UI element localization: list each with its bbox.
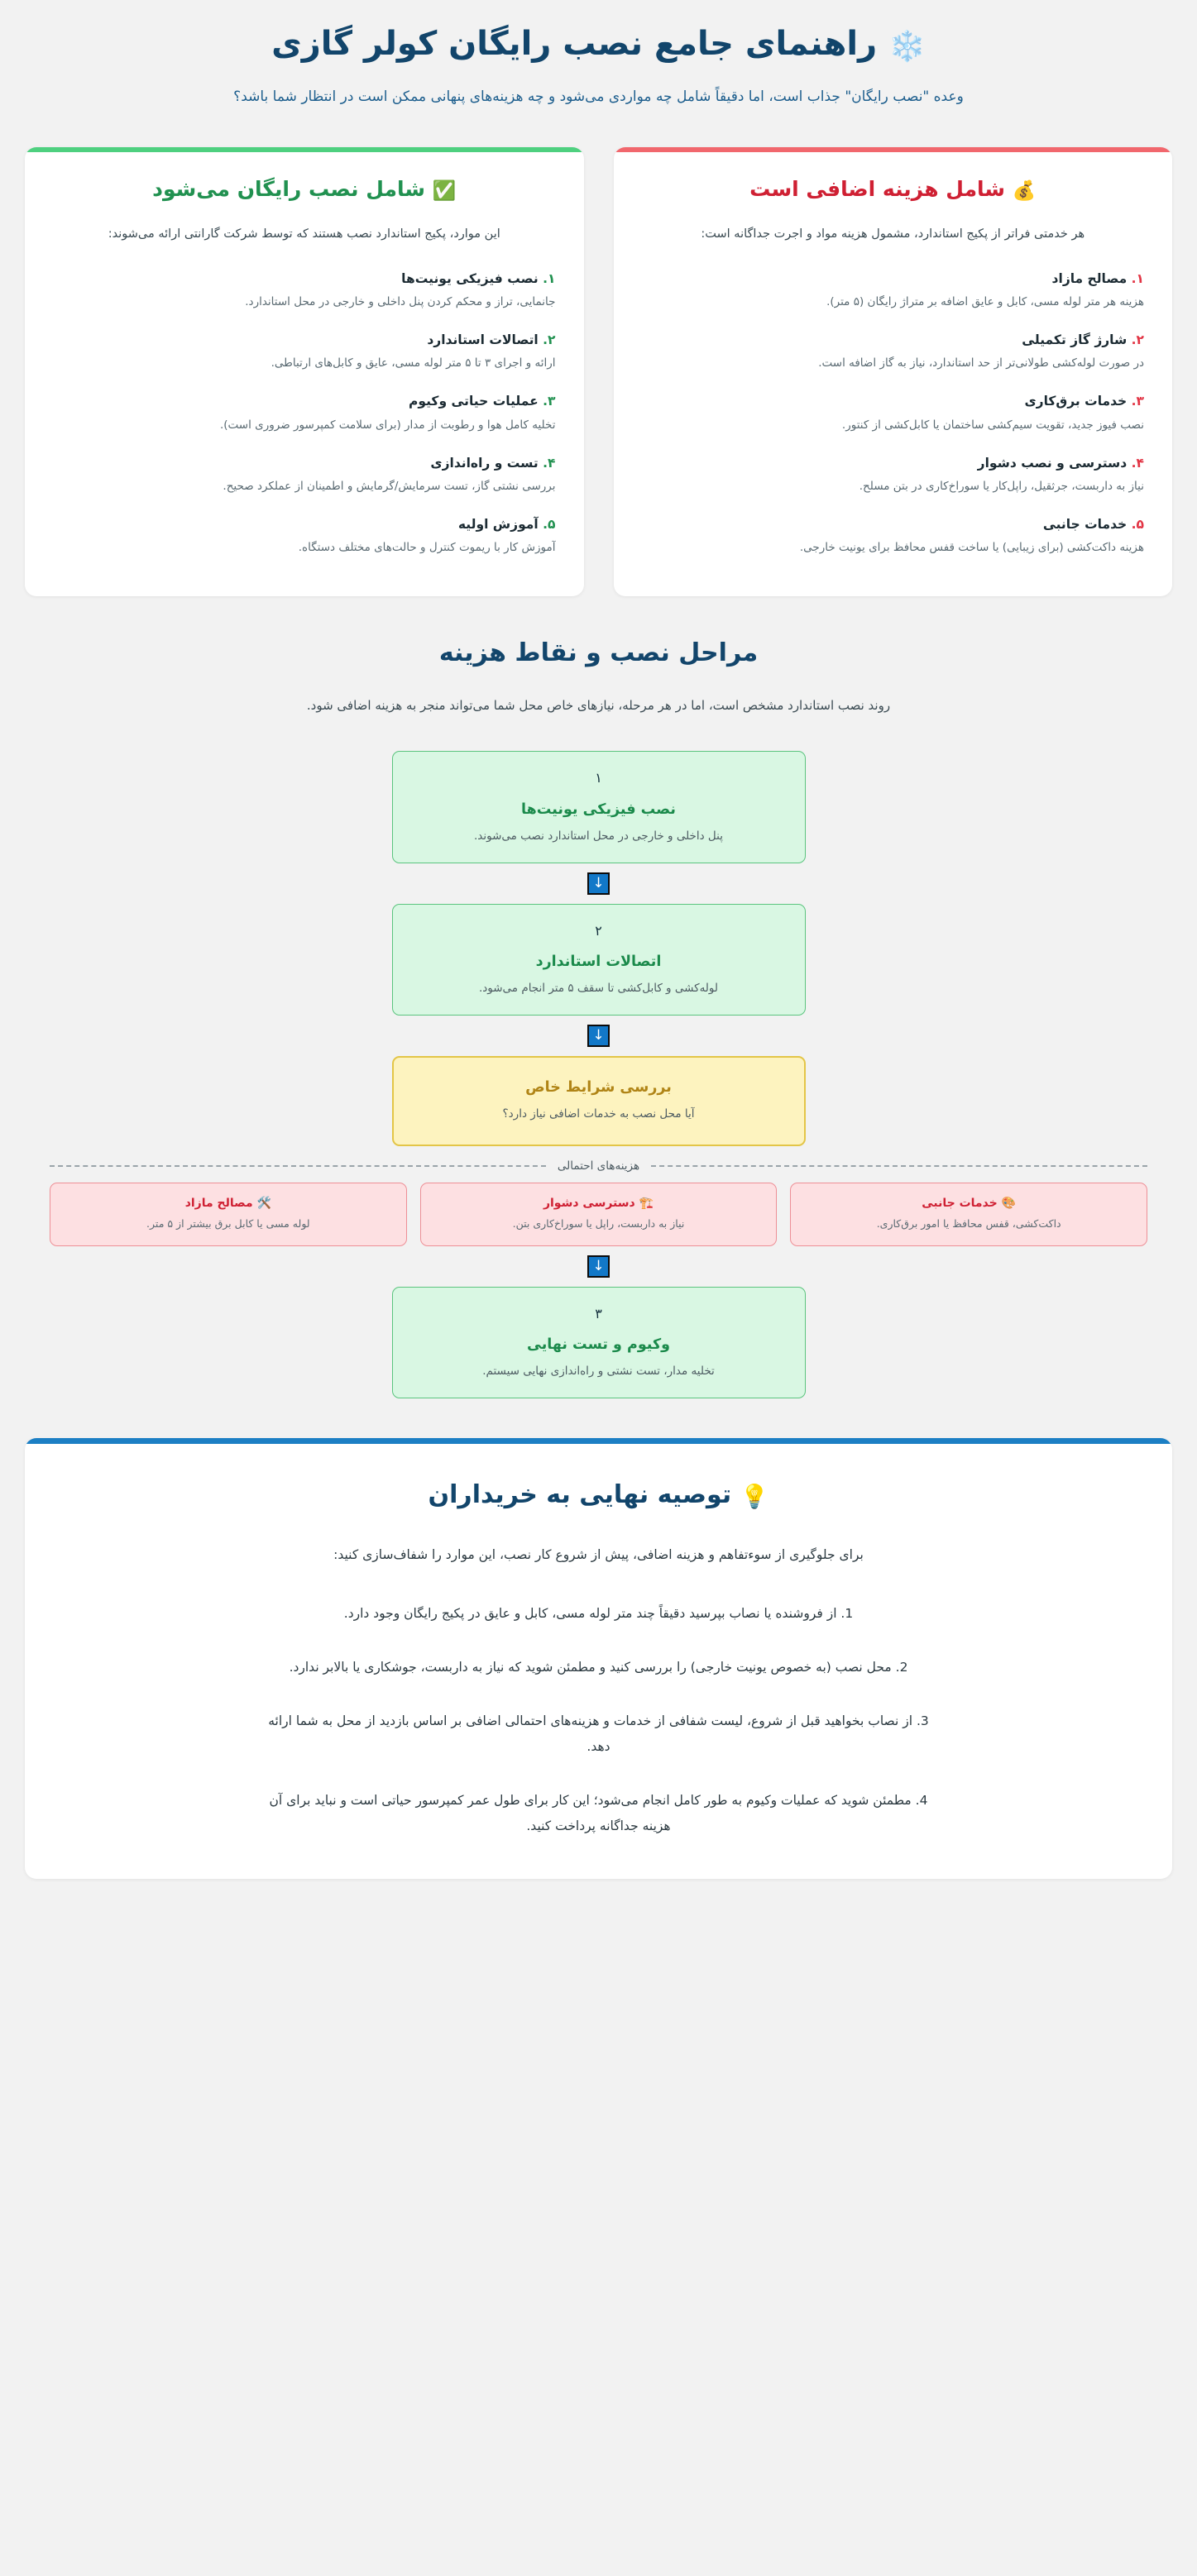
free-item-title — [53, 390, 556, 412]
paid-card-title — [635, 174, 1152, 206]
page-title-text: راهنمای جامع نصب رایگان کولر گازی — [271, 25, 878, 63]
free-item-desc: بررسی نشتی گاز، تست سرمایش/گرمایش و اطمینان از عملکرد صحیح. — [223, 480, 556, 494]
flow-decision-title: بررسی شرایط خاص — [525, 1079, 672, 1097]
branch-title-text: مصالح مازاد — [184, 1196, 253, 1210]
branch-desc: داکت‌کشی، قفس محافظ یا امور برق‌کاری. — [876, 1217, 1061, 1231]
check-mark-button-icon: ✅ — [432, 180, 457, 203]
paid-card-item-list — [614, 268, 1173, 559]
arrow-down-icon: ↓ — [587, 872, 610, 895]
branch-dash-right — [50, 1165, 546, 1167]
paid-item-label: دسترسی و نصب دشوار — [977, 455, 1128, 471]
list-item — [642, 329, 1145, 374]
page-header — [0, 0, 1197, 119]
free-card-intro: این موارد، پکیج استاندارد نصب هستند که توسط شرکت گارانتی ارائه می‌شوند: — [108, 227, 500, 241]
paid-item-desc: هزینه هر متر لوله مسی، کابل و عایق اضافه بر متراژ رایگان (۵ متر). — [826, 295, 1144, 309]
free-item-title — [53, 452, 556, 474]
list-item — [53, 268, 556, 313]
free-item-desc: جانمایی، تراز و محکم کردن پنل داخلی و خارجی در محل استاندارد. — [245, 295, 556, 309]
flow-section-lead: روند نصب استاندارد مشخص است، اما در هر مرحله، نیازهای خاص محل شما می‌تواند منجر به هزینه اضافی شود. — [306, 698, 891, 714]
free-item-desc: ارائه و اجرای ۳ تا ۵ متر لوله مسی، عایق و کابل‌های ارتباطی. — [271, 356, 556, 370]
final-advice-list — [235, 1601, 963, 1839]
list-item — [53, 329, 556, 374]
free-item-title — [53, 329, 556, 351]
branch-title — [434, 1194, 764, 1212]
branch-desc: لوله مسی یا کابل برق بیشتر از ۵ متر. — [146, 1217, 310, 1231]
flow-step-2 — [392, 904, 806, 1016]
paid-item-number: ۳. — [1131, 394, 1144, 409]
paid-item-title — [642, 390, 1145, 412]
paid-item-label: خدمات جانبی — [1042, 517, 1128, 533]
branch-box-difficult-access — [420, 1183, 778, 1246]
paid-card-title-text: شامل هزینه اضافی است — [749, 177, 1006, 202]
flow-step-1-desc: پنل داخلی و خارجی در محل استاندارد نصب می‌شوند. — [473, 829, 723, 843]
paid-item-title — [642, 452, 1145, 474]
list-item: 4. مطمئن شوید که عملیات وکیوم به طور کامل انجام می‌شود؛ این کار برای طول عمر کمپرسور حیاتی است و نباید برای آن هزینه جداگانه پرداخت کنید. — [269, 1793, 928, 1833]
free-item-number: ۴. — [543, 455, 556, 471]
flow-step-3-number: ۳ — [595, 1305, 602, 1321]
paid-item-title — [642, 514, 1145, 535]
list-item — [642, 514, 1145, 558]
paid-services-card — [614, 147, 1173, 596]
comparison-cards-row — [0, 119, 1197, 596]
crane-icon: 🏗️ — [639, 1196, 654, 1210]
final-card-accent-bar — [25, 1438, 1172, 1444]
flow-step-1-number: ۱ — [595, 770, 602, 786]
final-advice-card — [25, 1438, 1172, 1879]
paid-item-desc: نیاز به داربست، جرثقیل، راپل‌کار یا سوراخ‌کاری در بتن مسلح. — [859, 480, 1144, 494]
paid-item-number: ۴. — [1131, 455, 1144, 471]
paid-item-number: ۵. — [1131, 517, 1144, 533]
free-item-title — [53, 268, 556, 289]
flow-decision-desc: آیا محل نصب به خدمات اضافی نیاز دارد؟ — [502, 1107, 695, 1121]
free-item-label: اتصالات استاندارد — [427, 332, 539, 348]
branch-box-side-services — [790, 1183, 1147, 1246]
list-item: 1. از فروشنده یا نصاب بپرسید دقیقاً چند متر لوله مسی، کابل و عایق در پکیج رایگان وجود دارد. — [343, 1606, 854, 1621]
flow-step-1-title: نصب فیزیکی یونیت‌ها — [521, 801, 676, 818]
flow-step-1 — [392, 751, 806, 863]
flow-section — [0, 596, 1197, 1398]
free-item-title — [53, 514, 556, 535]
free-item-desc: آموزش کار با ریموت کنترل و حالت‌های مختلف دستگاه. — [298, 541, 556, 555]
list-item — [53, 514, 556, 558]
flow-step-2-desc: لوله‌کشی و کابل‌کشی تا سقف ۵ متر انجام می‌شود. — [478, 982, 719, 996]
flow-decision-node — [392, 1056, 806, 1145]
free-services-card — [25, 147, 584, 596]
arrow-down-icon: ↓ — [587, 1255, 610, 1278]
branch-title-text: خدمات جانبی — [922, 1196, 998, 1210]
list-item: 3. از نصاب بخواهید قبل از شروع، لیست شفافی از خدمات و هزینه‌های احتمالی اضافی بر اساس بازدید از محل به شما ارائه دهد. — [268, 1713, 929, 1754]
branch-title — [64, 1194, 393, 1212]
final-advice-wrap — [0, 1398, 1197, 1879]
free-card-header — [25, 152, 584, 206]
free-item-number: ۵. — [543, 517, 556, 533]
final-card-title — [25, 1477, 1172, 1514]
paid-item-title — [642, 329, 1145, 351]
branch-title-text: دسترسی دشوار — [543, 1196, 635, 1210]
free-item-label: عملیات حیاتی وکیوم — [409, 394, 539, 409]
branch-desc: نیاز به داربست، راپل یا سوراخ‌کاری بتن. — [512, 1217, 685, 1231]
free-item-label: نصب فیزیکی یونیت‌ها — [401, 270, 539, 286]
branch-divider — [25, 1159, 1172, 1173]
money-bag-icon: 💰 — [1012, 180, 1037, 203]
list-item — [53, 452, 556, 497]
paid-item-desc: در صورت لوله‌کشی طولانی‌تر از حد استاندارد، نیاز به گاز اضافه است. — [818, 356, 1144, 370]
page-title — [99, 20, 1098, 69]
paid-item-label: خدمات برق‌کاری — [1024, 394, 1128, 409]
final-card-lead: برای جلوگیری از سوءتفاهم و هزینه اضافی، پیش از شروع کار نصب، این موارد را شفاف‌سازی کنید: — [333, 1547, 864, 1562]
free-item-number: ۲. — [543, 332, 556, 348]
free-item-label: آموزش اولیه — [457, 517, 539, 533]
branch-title — [804, 1194, 1133, 1212]
paid-item-label: شارژ گاز تکمیلی — [1022, 332, 1128, 348]
list-item — [642, 452, 1145, 497]
arrow-down-icon: ↓ — [587, 1025, 610, 1047]
free-item-number: ۱. — [543, 270, 556, 286]
flow-step-3-desc: تخلیه مدار، تست نشتی و راه‌اندازی نهایی سیستم. — [482, 1364, 715, 1379]
installation-flowchart — [25, 751, 1172, 1398]
flow-step-2-title: اتصالات استاندارد — [535, 953, 662, 971]
paid-item-title — [642, 268, 1145, 289]
paid-item-number: ۲. — [1131, 332, 1144, 348]
paid-item-desc: نصب فیوز جدید، تقویت سیم‌کشی ساختمان یا کابل‌کشی از کنتور. — [841, 418, 1144, 432]
palette-icon: 🎨 — [1001, 1196, 1017, 1210]
list-item — [642, 390, 1145, 435]
free-item-label: تست و راه‌اندازی — [430, 455, 539, 471]
branch-divider-label: هزینه‌های احتمالی — [557, 1159, 640, 1173]
paid-item-desc: هزینه داکت‌کشی (برای زیبایی) یا ساخت قفس محافظ برای یونیت خارجی. — [799, 541, 1144, 555]
free-card-title — [46, 174, 563, 206]
paid-card-header — [614, 152, 1173, 206]
free-item-desc: تخلیه کامل هوا و رطوبت از مدار (برای سلامت کمپرسور ضروری است). — [219, 418, 556, 432]
flow-step-2-number: ۲ — [595, 922, 602, 939]
snowflake-icon: ❄️ — [888, 30, 926, 64]
page-subtitle: وعده "نصب رایگان" جذاب است، اما دقیقاً شامل چه مواردی می‌شود و چه هزینه‌های پنهانی ممکن است در انتظار شما باشد؟ — [233, 88, 964, 106]
list-item — [53, 390, 556, 435]
free-item-number: ۳. — [543, 394, 556, 409]
paid-item-label: مصالح مازاد — [1051, 270, 1128, 286]
optional-cost-branches — [25, 1183, 1172, 1246]
free-card-title-text: شامل نصب رایگان می‌شود — [152, 177, 425, 202]
paid-card-intro: هر خدمتی فراتر از پکیج استاندارد، مشمول هزینه مواد و اجرت جداگانه است: — [701, 227, 1085, 241]
flow-step-3 — [392, 1287, 806, 1398]
light-bulb-icon: 💡 — [740, 1483, 769, 1511]
branch-dash-left — [651, 1165, 1147, 1167]
flow-section-title: مراحل نصب و نقاط هزینه — [438, 638, 759, 668]
paid-item-number: ۱. — [1131, 270, 1144, 286]
final-card-title-text: توصیه نهایی به خریداران — [428, 1480, 732, 1510]
list-item: 2. محل نصب (به خصوص یونیت خارجی) را بررسی کنید و مطمئن شوید که نیاز به داربست، جوشکاری یا بالابر ندارد. — [289, 1660, 908, 1675]
list-item — [642, 268, 1145, 313]
branch-box-extra-materials — [50, 1183, 407, 1246]
hammer-and-wrench-icon: 🛠️ — [256, 1196, 271, 1210]
flow-step-3-title: وکیوم و تست نهایی — [526, 1336, 671, 1354]
free-card-item-list — [25, 268, 584, 559]
